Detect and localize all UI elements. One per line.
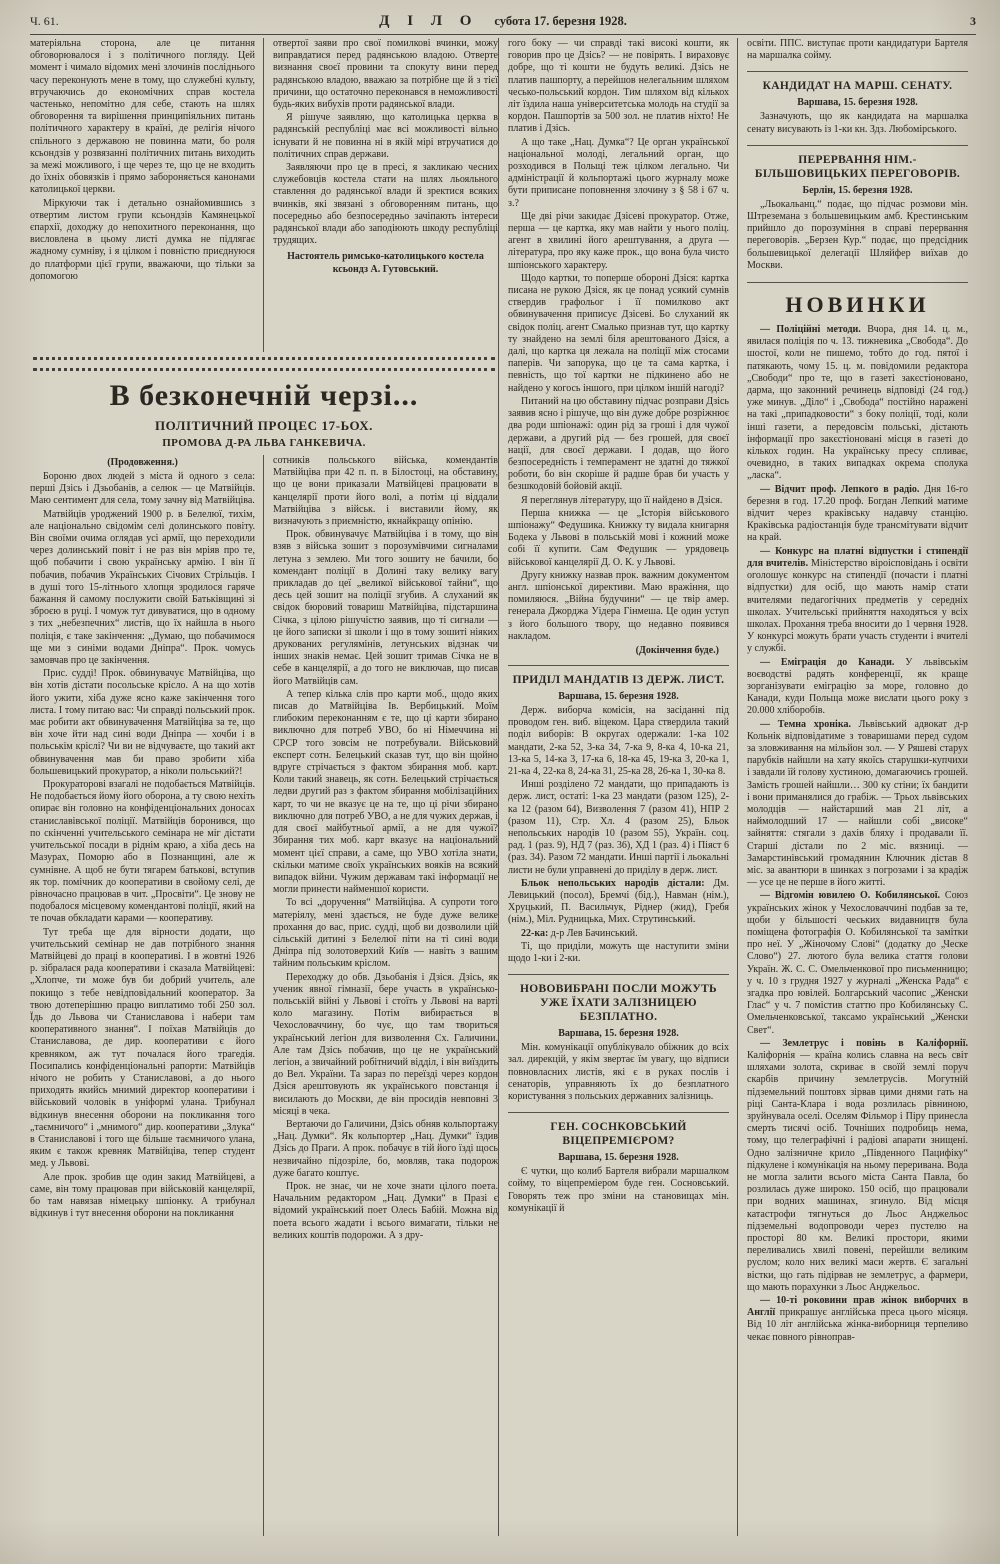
column-2-bottom <box>263 455 498 1536</box>
issue-number: Ч. 61. <box>30 14 59 28</box>
feature-subtitle: ПОЛІТИЧНИЙ ПРОЦЕС 17-ЬОХ. <box>154 418 374 433</box>
continuation-note: (Докінчення буде.) <box>635 644 719 656</box>
masthead-center <box>379 12 627 30</box>
feature-title: В безконечній черзі... <box>109 379 419 412</box>
body-paragraph: гого боку — чи справді такі високі кошти, як говорив про це Дзісь? — не повірять. І вираховує добре, що ті кошти не будуть великі. Дзісь не платив пашпорту, а перейшов нелегальним шляхом чесько-польський кордон. Тим шляхом від кількох літ їздила наша університетська молодь на студії за кордон. Пашпортів за 500 зол. не платив ніхто! Не платив і Дзісь. <box>508 38 729 135</box>
news-item-lead: — Конкурс на платні відпустки і стипендії для вчителів. <box>747 545 968 569</box>
dateline: Варшава, 15. березня 1928. <box>558 1028 679 1040</box>
news-item-lead: Бльок непольських народів дістали: <box>521 877 705 889</box>
body-paragraph: Инші розділено 72 мандати, що припадають із держ. лист, остаті: 1-ка 23 мандати (разом 125), 2-ка 12 (разом 64), Визволення 7 (разом 41), НПР 2 (разом 11), Стр. Хл. 4 (разом 25), Бльок непольських народів 10 (разом 55), Україн. соц. рад. 1 (раз. 9), НД 7 (раз. 36), ХД 1 (раз. 4) і Піяст 6 (раз. 34). Разом 72 мандати. Инші партії і льокальні листи не були управнені до приділу в держ. лист. <box>508 779 729 876</box>
news-item: Бльок непольських народів дістали: Дм. Левицький (посол), Бремчі (бід.), Навман (нім.), Хруцький, П. Васильчук, Ріднер (жид), Гребя (нім.), Міл. Рудницька, Мих. Струтинський. <box>508 877 729 926</box>
body-paragraph: Є чутки, що колиб Бартеля вибрали маршалком сойму, то віцепреміером буде ген. Сосновський. Говорять теж про зміни на становищах мін. комунікації й <box>508 1166 729 1214</box>
bottom-two-columns <box>30 455 498 1536</box>
body-paragraph: А що таке „Нац. Думка“? Це орган української національної молоді, легальний орган, що розходився в Польщі теж цілком легально. Чи адміністрації й кольпортажі цього журналу може бути приписане поповнення злочину з § 58 і 67 ч. з.? <box>508 136 729 209</box>
body-paragraph: Заявляючи про це в пресі, я закликаю чесних служебовців костела стати на шлях льояльного ставлення до радянської влади й зректися всяких вчинків, які звязані з обговоренням питань, що посередньо або безпосередньо зачіпають інтереси радянської влади або заподіюють шкоду республіці трудящих. <box>273 162 498 247</box>
column-1-top <box>30 38 263 352</box>
body-paragraph: сотників польського війська, комендантів Матвійціва при 42 п. п. в Білостоці, на обставину, що це вони приказали Матвійцеві працювати в канцелярії проти його волі, а потім ці віддали Матвійціва з військ. і виставили йому, як визначують з приємністю, якнайкращу опінію. <box>273 455 498 528</box>
news-item-lead: 22-ка: <box>521 927 549 939</box>
article-headline: ПРИДІЛ МАНДАТІВ ІЗ ДЕРЖ. ЛИСТ. <box>508 665 729 687</box>
continuation-note: (Продовження.) <box>107 457 178 468</box>
body-paragraph: Мін. комунікації опублікувало обіжник до всіх зал. дирекцій, у якім звертає їм увагу, що відписи повновласних листів, які є в руках послів і сенаторів, управняють їх до безплатного користування з польських державних залізниць. <box>508 1042 729 1103</box>
body-paragraph: матеріяльна сторона, але це питання обговорювалося і з політичного погляду. Цей момент і чимало відомих мені злочинів посліднього часу переконують мене в тому, що служебні культу, втручаючись до економічних справ костела частенько, непомітно для себе, стають на шлях обговорення та вирішення принципіяльних питань політичного характеру в країні, де релігія нічого спільного з державою не повинна мати, бо роля ксьондзів у розвязанні політичних питань виходить за межі можливого, і ще через те, що це не входить до їхніх обовязків і прямо забороняється канонами католицької церкви. <box>30 38 255 196</box>
news-item: — Землетрус і повінь в Каліфорнії. Каліфорнія — країна колись славна на весь світ шляхами золота, скриває в своїй землі поруч скарбів причину землетрусів. Могутній підземельний поштовх зірвав цими днями гать на ріці Санта-Клара і вода розлилась рівниною, зруйнувала оселі. Оселям Фільмор і Піру принесла смерть тисячі осіб. Точніших подробиць нема, тому, що телеграфічні і радіові апарати знищені. Одно залізничне крило „Південного Пацифіку“ підкулене і комунікація на ньому переривана. Вода не могла залити всього міста Санта Павла, бо розлилась дуже широко. 150 осіб, що працювали при водних машинах, згинуло. Від місця катастрофи тягнуться до Льос Анджельос підземельні водопроводи через пустелю на просторі 80 км. Великі простори, якими переливались хвилі повені, перейшли великим руслом; коло них великі маси жертв. Є загальні вістки, що гать підірвав не землетрус, а фармери, що мають порахунки з Льос Анджельос. <box>747 1037 968 1293</box>
article-headline: НОВОВИБРАНІ ПОСЛИ МОЖУТЬ УЖЕ ЇХАТИ ЗАЛІЗНИЦЕЮ БЕЗПЛАТНО. <box>508 974 729 1024</box>
feature-article-header <box>30 352 498 455</box>
body-paragraph: То всі „доручення“ Матвійціва. А супроти того матеріялу, мені здається, не буде дуже велике прохання до вас, прис. судді, щоб ви дозволили цій сільській дитині з Белелюї піти на ті сині води Дніпра під золотоверхий Київ — навіть з вашим тайним польським кріслом. <box>273 897 498 970</box>
body-paragraph: Прок. обвинувачує Матвійціва і в тому, що він взяв з війська зошит з порозумівчими сигналами летуна з землею. Ми того зошиту не бачили, бо комендант поліції в Долині таку велику вагу прикладав до цеї „великої військової тайни“, що десь цей зошит на поліції згубив. А слуханий як свідок бюровий товариш Матвійціва, підстаршина Січка, з цілою рішучістю заявив, що ті сигнали — це його записки зі школи і що в тому зошиті ніяких друкованих регулямінів, летунських відзнак чи інших знаків немає. Цей зошит тримав Січка не в себе в канцелярії, а до того не виключав, що писав його Матвійців сам. <box>273 529 498 687</box>
article-headline: КАНДИДАТ НА МАРШ. СЕНАТУ. <box>747 71 968 93</box>
news-item: 22-ка: д-р Лев Бачинський. <box>521 927 638 939</box>
news-item-lead: — Відчит проф. Лепкого в радіо. <box>760 483 920 495</box>
body-paragraph: Вертаючи до Галичини, Дзісь обняв кольпортажу „Нац. Думки“. Як кольпортер „Нац. Думки“ їздив Дзісь до Праги. А прок. побачує в тій його їзді щось незвичайно підозріле, бо, мовляв, така подорож дуже багато коштує. <box>273 1118 498 1179</box>
ornament-rule <box>33 357 495 371</box>
body-paragraph: освіти. ППС. виступає проти кандидатури Бартеля на маршалка сойму. <box>747 38 968 62</box>
news-item: — Еміграція до Канади. У львівськім воєводстві радять конференції, як краще зорганізувати еміграцію за море, головно до Канади, куди Польща може вислати цього року з 20.000 хліборобів. <box>747 656 968 717</box>
masthead-row <box>30 12 976 35</box>
news-item: — Темна хроніка. Львівський адвокат д-р Кольнік відповідатиме з товаришами перед судом за зловживання на мільйон зол. — У Ряшеві старух парубків найшли на хату якоїсь старушки-купчихи і завдали їй голову хустиною, домагаючись грошей. Замість грошей найшли… 300 ку стіни; їх бандити і вони приманялися до грабіж. — Трьох львівських молодців — найстарший мав 21 літ, а наймолодший 17 — найшли собі „високе“ зайняття: стягали з дахів бляху і продавали її. Старші дістали по 2 міс. вязниці. — Замарстинівський громадянин Ключник дістав 8 міс. за авантюри в шинках з погрозами і за крадіж — усе це не перше в його житті. <box>747 718 969 889</box>
body-paragraph: Щодо картки, то поперше обороні Дзіся: картка писана не рукою Дзіся, як це понад усякий сумнів ствердив графольог і її помилково акт обвинувачення приписує Дзісеві. Бо слуханий як свідок поліц. агент Смалько признав тут, що картку ту знайдено на землі біля арештованого Дзіся, а далі, що картка ця лежала на поліції між стосами паперів. Чи запорука, що це та сама картка, і певність, що тої картки не підкинено або не найдено у когось іншого, при цілком іншій нагоді? <box>508 272 729 394</box>
body-paragraph: Перша книжка — це „Історія військового шпіонажу“ Федушика. Книжку ту видала книгарня Бодека у Львові в польській мові і кожний може собі її купити. Сам Федушик — урядовець військової канцелярії Д. О. К. у Львові. <box>508 507 729 568</box>
body-paragraph: Бороню двох людей з міста й одного з села: перші Дзісь і Дзьобанів, а селюк — це Матвійців. Маю сентимент для села, тому зачну від Матвійціва. <box>30 471 255 507</box>
body-paragraph: отвертої заяви про свої помилкові вчинки, можу виправдатися перед радянською владою. Отверте визнання своєї провини та спокуту вини перед радянською владою, вважаю за потрібне ще й з тієї причини, що остаточно переконався в неможливості будь-яких вибухів проти радянської влади. <box>273 38 498 111</box>
body-paragraph: Я рішуче заявляю, що католицька церква в радянській республіці має всі можливості вільно існувати й не повинна ні в якій мірі втручатися до політичних справ держави. <box>273 112 498 160</box>
news-item: — Відчит проф. Лепкого в радіо. Дня 16-го березня в год. 17.20 проф. Богдан Лепкий матиме відчит через краківську надавчу станцію. Краківська радіостанція буде трансмітувати відчит на край. <box>747 483 968 544</box>
top-two-columns <box>30 38 498 352</box>
dateline: Варшава, 15. березня 1928. <box>797 97 918 109</box>
column-2-top <box>263 38 498 352</box>
body-paragraph: Тут треба ще для вірности додати, що учительський семінар не дав потрібного знання Матвійцеві до праці в кооперативі. І в жовтні 1926 р. зібралася рада кооперативи і сказала Матвійцеві: „Хлопче, ти може був би добрий учитель, але покищо з тебе невідповідальний кооператор. За твою дотеперішню працю виплатимо тобі 250 зол. Їдь до Львова чи Станиславова і набери там кооперативного знання“. І поїхав Матвійців до Станиславова, де дир. кооперативи є його кревняком, аж тут почалася його трагедія. Посипались конфіденціональні рапорти: Матвійців нічого не робить у Станиславові, а до нього приходять якийсь мнимий директор кооперативи і військовий чоловік в уніформі улана. Трибунал відкинув внесення оборони на покликання того „таємничого“ і „мнимого“ дир. кооперативи „Злука“ в Станиславові і того ще більше таємничого улана, яким є також кревняк Матвійціва, тепер студент мед. у Львові. <box>30 926 255 1170</box>
news-item: — Відгомін ювилею О. Кобилянської. Союз українських жінок у Чехословаччині подбав за те, щоби у більшості чеських видавництв була поміщена фотографія О. Кобилянської та замітки про неї. У „Жіночому Слові“ (додатку до „Ческе Слово“) 27. лютого була велика стаття голови Україн. Ж. С. С. Омельченкової про письменницю; у ч. 10 з грудня 1927 у журналі „Женска Рада“ є згадка про ювілей. Болгарський часопис „Женски Глас“ у ч. 7 помістив статтю про Кобилянську С. Омельченковської, таксамо український „Женски Свет“. <box>747 890 969 1036</box>
dateline: Варшава, 15. березня 1928. <box>558 690 679 702</box>
body-paragraph: Я переглянув літературу, що її найдено в Дзіся. <box>521 494 723 506</box>
body-paragraph: Другу книжку назвав прок. важним документом англ. шпіонської директиви. Маю вражіння, що помиляюся. „Війна будучини“ — це твір амер. генерала Джорджа Уідера Гінмеша. Це один уступ з його большого твору, що недавно появився накладом. <box>508 569 729 642</box>
news-item: — Поліційні методи. Вчора, дня 14. ц. м., явилася поліція по ч. 13. тижневика „Свобода“. До шостої, коли не пишемо, тобто до год. пятої і патякають, чому 15. ц. м. повідомили редактора „Свободи“ про те, що в газеті закєстіоновано, дарма, що законний речинець відповіді (24 год.) уже минув. „Діло“ і „Свобода“ постійно наражені на такі „припадковости“ з боку поліції, тоді, коли інші газети, а передовсім польські, дістають інформації про закєстіоновані місця в газеті до кількох годин. На українську пресу спливає, очевидно, в таких випадках окрема сполука „ласка“. <box>747 324 968 482</box>
news-item-lead: — Землетрус і повінь в Каліфорнії. <box>760 1037 968 1049</box>
page-content <box>30 38 976 1536</box>
left-column-group <box>30 38 498 1536</box>
column-3 <box>498 38 737 1536</box>
body-paragraph: Матвійців уроджений 1900 р. в Белелюї, тихім, але національно свідомім селі долинського повіту. Він своїми очима оглядав усі армії, що переходили через долинський повіт і не раз він мріяв про те, щоб побачити і свою українську армію. І він її побачив, побачив Українських Січових Стрільців. І в душі того 15-літнього хлопця зродилося гаряче бажання й самому послужити своїй Батьківщині зі зброєю в руці. І чомуж тут дивуватися, що в одному з тих „небезпечних“ листів, що їх найшла в нього поліція, є таке закінчення: „Думаю, що побачимося ще ми з синіми водами Дніпра“. Прок. чомусь замовчав про це закінчення. <box>30 508 255 667</box>
body-paragraph: Переходжу до обв. Дзьобанія і Дзіся. Дзісь, як ученик явної гімназії, бере участь в українсько-польській війні у Львові і стоїть у Львові на варті коло магазину. Потім вибирається в Чехословаччину, бо чує, що там твориться український легіон для визволення Сх. Галичини. Але там Дзісь побачив, що це не український легіон, а звичайний робітничий відділ, і він виїздить до Вел. України. Та зараз по переїзді через кордон Дзіся арештовують як українського повстанця і висилають до Москви, де він просидів невповні 3 місяці в чека. <box>273 971 498 1117</box>
column-1-bottom <box>30 455 263 1536</box>
page-number: 3 <box>970 14 977 28</box>
signature: Настоятель римсько-католицького костела ксьондз А. Гутовський. <box>287 251 484 275</box>
news-item-lead: — 10-ті роковини прав жінок виборчих в Англії <box>747 1295 968 1319</box>
news-item: — 10-ті роковини прав жінок виборчих в Англії прикрашує англійська преса цього місяця. Від 10 літ англійська жінка-виборниця терпеливо чекає повного рівноправ- <box>747 1295 968 1343</box>
dateline: Берлін, 15. березня 1928. <box>802 184 913 196</box>
column-4 <box>737 38 976 1536</box>
news-item: — Конкурс на платні відпустки і стипендії для вчителів. Міністерство віроісповідань і освіти оголошує конкурс на стипендії (почасти і платні відпустки) для осіб, що мають намір стати вчителями педагогічних предметів у середніх школах. Учительські прийняття находяться у всіх школах. Прохання треба вносити до 1 червня 1928. У конкурсі можуть брати участь студенти і вчителі у службі. <box>747 545 969 655</box>
body-paragraph: Ті, що приділи, можуть ще наступити зміни щодо 1-ки і 2-ки. <box>508 940 729 965</box>
body-paragraph: Прокураторові взагалі не подобається Матвійців. Не подобається йому його оборона, а ту свою нехіть опирає він головно на конфіденціональних доносах станиславівської поліції. Матвійців боронився, що по скінченні учительського семінара не міг дістати учительської посади в ріднім краю, а хіба десь на Мазурах, Поморю або в Познанщині, але ж сумнівне. А щоб не бути тягарем батькові, вступив як тор. помічник до кооперативи в свойому селі, де рівночасно працював в чит. „Просвіти“. Це знову не подобалося місцевому комендантові поліції, який на те почав обкладати карами — кооперативу. <box>30 779 255 925</box>
newspaper-title: Д І Л О <box>379 13 479 29</box>
body-paragraph: Прок. не знає, чи не хоче знати цілого поета. Начальним редактором „Нац. Думки“ в Празі є відомий український поет Олесь Бабій. Можна від поета всього жадати і всього вимагати, тільки не великих коштів подорожи. А з дру- <box>273 1180 498 1241</box>
section-title: НОВИНКИ <box>747 282 968 318</box>
dateline: Варшава, 15. березня 1928. <box>558 1152 679 1164</box>
news-item-lead: — Поліційні методи. <box>760 324 861 336</box>
news-item-lead: — Еміграція до Канади. <box>760 656 895 668</box>
body-paragraph: А тепер кілька слів про карти моб., щодо яких писав до Матвійціва Ів. Вербицький. Моїм глибоким переконанням є те, що ці карти збирано виключно для потреб УВО, бо ні Німеччина ні СРСР того зовсім не потребували. Військовий експерт сотн. Белецький сказав тут, що він щойно вдруге стрічається з фактом збирання моб. карт. Коли такий знавець, як сотн. Белецький стрічається ледви другий раз з фактом збирання мобілізаційних карт, то чи не вказує це на те, що ці річи збирано виключно для потреб УВО, а не для чужих держав, і для своєї майбутньої армії, а не для чужої? Збирання тих моб. карт вказує на національний момент цієї справи, а саме, що УВО хотіла знати, скільки матиме своїх українських вояків на всякий випадок війни. Чужим державам такі інформації не могли принести найменшої користи. <box>273 688 498 896</box>
body-paragraph: Держ. виборча комісія, на засіданні під проводом ген. виб. віцеком. Цара ствердила такий поділ виборів: В округах одержали: 1-ка 102 мандати, 2-ка 52, 3-ка 34, 7-ка 9, 8-ка 4, 10-ка 21, 13-ка 5, 14-ка 3, 17-ка 6, 18-ка 45, 19-ка 3, 20-ка 1, 21-ка 4, 22-ка 8, 24-ка 31, 25-ка 28, 26-ка 1, 30-ка 8. <box>508 704 729 777</box>
body-paragraph: Питаний на цю обставину підчас розправи Дзісь заявив ясно і рішуче, що він дуже добре розріжнює два роди шпіонажі: один рід за гроші і для чужої держави, а другий рід — без грошей, для своєї нації, для своєї держави. І додав, що його безпосередність і темперамент не здатні до тяжкої роботи, бо він скоріше й радше брав би участь у безшкодовій бойовій акції. <box>508 395 729 493</box>
news-item-lead: — Відгомін ювилею О. Кобилянської. <box>760 890 941 902</box>
article-headline: ПЕРЕРВАННЯ НІМ.-БІЛЬШОВИЦЬКИХ ПЕРЕГОВОРІВ. <box>747 145 968 181</box>
body-paragraph: Зазначують, що як кандидата на маршалка сенату висувають із 1-ки кн. Здз. Любомірського. <box>747 111 968 135</box>
feature-subtitle-2: ПРОМОВА Д-РА ЛЬВА ГАНКЕВИЧА. <box>162 437 366 449</box>
article-headline: ГЕН. СОСНКОВСЬКИЙ ВІЦЕПРЕМІЄРОМ? <box>508 1112 729 1148</box>
body-paragraph: „Льокальанц.“ подає, що підчас розмови мін. Штреземана з большевицьким амб. Крестинським прийшло до порозуміння в справі перервання переговорів. „Берзен Кур.“ подає, що предсідник большевицької делегації Шляйфер виїхав до Москви. <box>747 198 968 271</box>
body-paragraph: Міркуючи так і детально ознайомившись з отвертим листом групи ксьондзів Камянецької єпархії, доходжу до непохитного переконання, що висловлена в цьому листі думка не підлягає жадному сумніву, і я цілком і повністю приєднуюся до платформи цієї групи, вважаючи, що тільки за допомогою <box>30 197 255 282</box>
issue-date: субота 17. березня 1928. <box>494 14 627 28</box>
body-paragraph: Але прок. зробив ще один закид Матвійцеві, а саме, він тому працював при військовій канцелярії, бо там навязав німецьку шпіонку. А трибунал відкинув і тут внесення оборони на покликання <box>30 1171 255 1220</box>
news-item-lead: — Темна хроніка. <box>760 718 851 730</box>
body-paragraph: Прис. судді! Прок. обвинувачує Матвійціва, що він хотів дістати посольське крісло. А на що хотів його ужити, хіба дуже ясно каже закінчення того листа. І тому питаю вас: Чи справді польський прок. має робити акт обвинувачення Матвійціва за те, що він хоче йти над сині води Дніпра — хочби і в польськім кріслі? Чи ви не відчуваєте, що такий акт обвинувачення мав би право зробити хіба большевицький прокуратор, а ніколи польський?! <box>30 668 255 777</box>
body-paragraph: Ще дві річи закидає Дзісеві прокуратор. Отже, перша — це картка, яку мав найти у нього поліц. агент в хвилині його арештування, а друга — література, про яку каже прок., що вона була чисто шпіонського характеру. <box>508 210 729 271</box>
